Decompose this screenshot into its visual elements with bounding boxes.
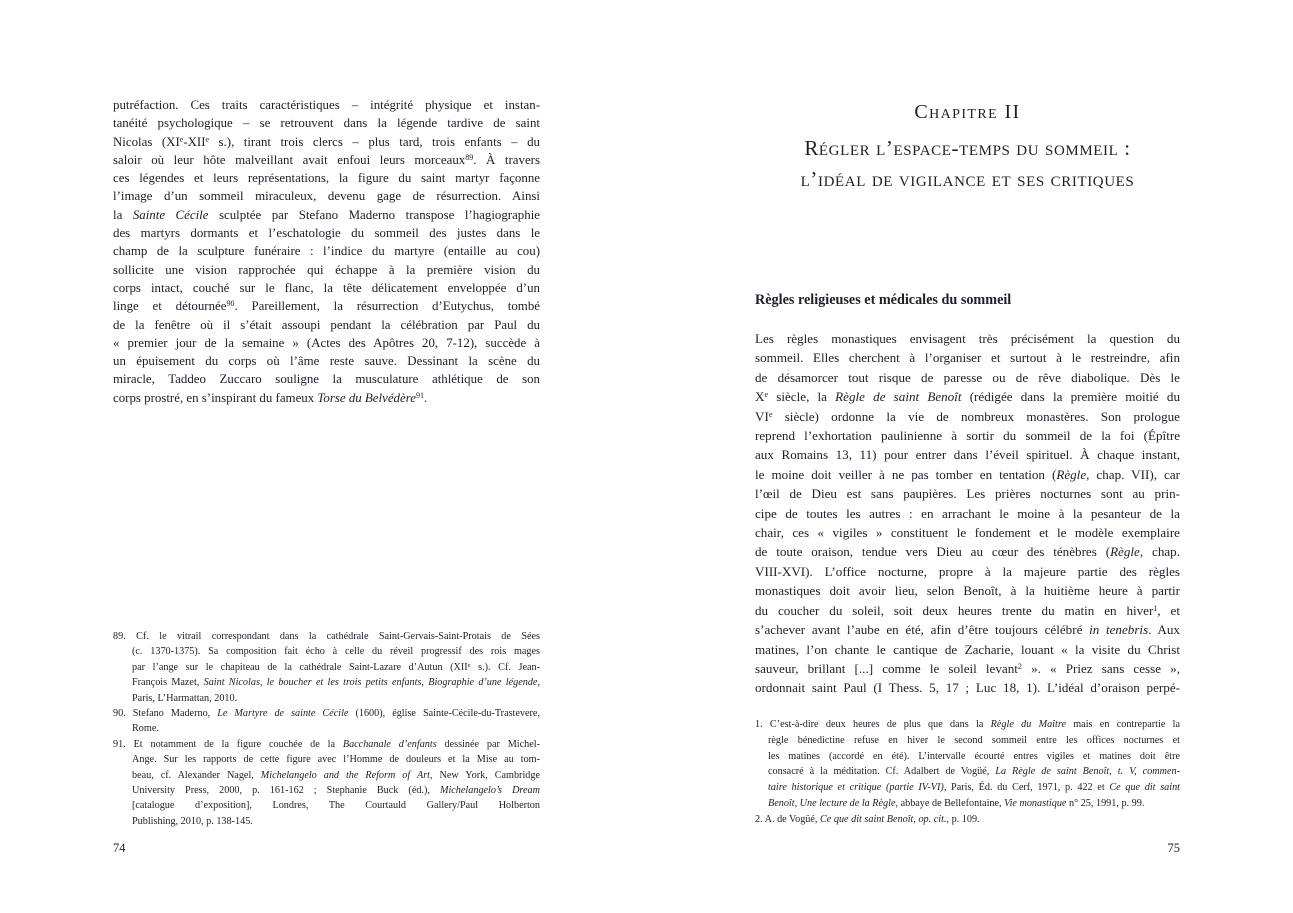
text-line	[113, 370, 540, 388]
text-line	[755, 764, 1180, 780]
italic-run: Michelangelo’s Dream	[439, 785, 540, 797]
text-line	[755, 796, 1180, 812]
text-line	[755, 329, 1180, 348]
text-run: de désamorcer tout risque de paresse ou de rêve diabolique. Dès le	[755, 369, 1180, 385]
text-line	[755, 717, 1180, 733]
text-line	[755, 407, 1180, 426]
text-run: siècle, la	[768, 389, 836, 405]
text-run: François Mazet,	[132, 677, 204, 689]
text-line	[113, 352, 540, 370]
text-run: sommeil. Elles cherchent à l’organiser et surtout à le restreindre, afin	[755, 350, 1180, 366]
text-run: reprend l’exhortation paulinienne à sortir du sommeil de la foi (Épître	[755, 428, 1180, 444]
italic-run: Michelangelo and the Reform of Art	[260, 769, 430, 781]
chapter-title	[755, 133, 1180, 194]
page-left	[113, 0, 540, 913]
text-run: Publishing, 2010, p. 138-145.	[132, 815, 253, 827]
footnote-89	[113, 629, 540, 706]
italic-run: Benoît, Une lecture de la Règle	[768, 797, 896, 809]
text-run: 90. Stefano Maderno,	[113, 708, 218, 720]
text-run: la	[113, 207, 133, 222]
text-run: 91. Et notamment de la figure couchée de la	[113, 738, 343, 750]
text-line	[113, 691, 540, 706]
text-line	[113, 629, 540, 644]
text-run: .	[423, 390, 428, 405]
text-run: miracle, Taddeo Zuccaro souligne la musculature athlétique de son	[113, 372, 540, 387]
text-run: VI	[755, 408, 769, 424]
text-line	[113, 151, 540, 169]
text-line	[755, 348, 1180, 367]
text-run: s.), tirant trois clercs – plus tard, trois enfants – du	[209, 134, 540, 149]
text-run: . Pareillement, la résurrection d’Eutychus, tombé	[234, 299, 540, 314]
italic-run: Sainte Cécile	[132, 207, 209, 222]
superscript-run: 90	[226, 299, 235, 309]
footnote-90	[113, 706, 540, 737]
text-line	[113, 133, 540, 151]
italic-run: Règle	[1110, 544, 1140, 560]
text-line	[113, 814, 540, 829]
text-run: du coucher du soleil, soit deux heures trente du matin en hiver	[755, 602, 1154, 618]
text-run: . À travers	[473, 152, 540, 167]
text-run: Les règles monastiques envisagent très précisément la question du	[755, 331, 1180, 346]
superscript-run: 89	[465, 152, 474, 162]
text-line	[113, 675, 540, 690]
text-line	[113, 316, 540, 334]
superscript-run: 2	[1017, 661, 1022, 671]
text-run: ordonnait saint Paul (I Thess. 5, 17 ; Luc 18, 1). L’idéal d’oraison perpé-	[755, 680, 1180, 696]
text-line	[755, 523, 1180, 542]
body-text-right	[755, 329, 1180, 698]
text-line	[113, 261, 540, 279]
text-line	[755, 387, 1180, 406]
italic-run: in tenebris	[1089, 622, 1149, 638]
superscript-run: e	[467, 661, 471, 669]
text-line	[755, 542, 1180, 561]
italic-run: Le Martyre de sainte Cécile	[217, 708, 349, 720]
text-run: tanéité psychologique – se retrouvent dans la légende tardive de saint	[113, 116, 540, 131]
text-run: sauveur, brillant [...] comme le soleil levant	[755, 660, 1018, 676]
text-run: monastiques doit avoir lieu, selon Benoît, à la huitième heure à partir	[755, 583, 1180, 599]
superscript-run: e	[205, 134, 210, 144]
superscript-run: e	[768, 409, 773, 419]
text-run: par l’ange sur le chapiteau de la cathédrale Saint-Lazare d’Autun (XII	[132, 661, 468, 673]
text-line	[755, 562, 1180, 581]
page-number-right: 75	[1167, 841, 1180, 855]
text-run: le moine doit veiller à ne pas tomber en tentation (	[755, 466, 1057, 482]
text-line	[755, 581, 1180, 600]
text-run: « premier jour de la semaine » (Actes des Apôtres 20, 7-12), succède à	[113, 335, 540, 350]
text-line	[755, 445, 1180, 464]
text-run: . Aux	[1148, 622, 1180, 638]
text-run: Nicolas (XI	[113, 134, 180, 149]
text-run: consacré à la méditation. Cf. Adalbert de Vogüé,	[768, 766, 996, 778]
text-run: Paris, L’Harmattan, 2010.	[132, 692, 238, 704]
text-run: linge et détournée	[113, 299, 227, 314]
italic-run: Saint Nicolas, le boucher et les trois petits enfants, Biographie d’une légende	[203, 677, 538, 689]
text-run: VIII-XVI). L’office nocturne, propre à la majeure partie des règles	[755, 563, 1180, 579]
text-run: l’image d’un sommeil miraculeux, devenu gage de résurrection. Ainsi	[113, 189, 540, 204]
text-line	[113, 114, 540, 132]
text-run: , Paris, Éd. du Cerf, 1971, p. 422 et	[943, 782, 1110, 794]
text-line	[113, 752, 540, 767]
superscript-run: e	[179, 134, 184, 144]
text-line	[113, 279, 540, 297]
text-line	[113, 660, 540, 675]
text-run: saloir où leur hôte malveillant avait enfoui leurs morceaux	[113, 152, 466, 167]
text-run: champ de la sculpture funéraire : l’indice du martyre (entaille au cou)	[113, 244, 540, 259]
chapter-label: Chapitre II	[914, 101, 1021, 123]
footnote-2	[755, 812, 1180, 828]
text-line	[755, 780, 1180, 796]
page-number-left: 74	[113, 841, 126, 855]
text-line	[113, 768, 540, 783]
text-line	[113, 706, 540, 721]
text-run: n° 25, 1991, p. 99.	[1066, 797, 1145, 809]
text-run: corps intact, couché sur le flanc, la tête délicatement enveloppée d’un	[113, 280, 540, 295]
text-line	[113, 187, 540, 205]
italic-run: Bacchanale d’enfants	[342, 738, 437, 750]
text-run: sollicite une vision rapprochée qui échappe à la première vision du	[113, 262, 540, 277]
text-run: règle bénedictine refuse en hiver le second sommeil entre les offices nocturnes et	[768, 734, 1180, 746]
italic-run: La Règle de saint Benoît, t. V, commen-	[995, 766, 1180, 778]
superscript-run: 91	[415, 390, 424, 400]
footnotes-right	[755, 717, 1180, 828]
text-run: University Press, 2000, p. 161-162 ; Stephanie Buck (éd.),	[132, 785, 440, 797]
chapter-title-line-1: Régler l’espace-temps du sommeil :	[804, 136, 1131, 160]
text-run: les matines (accordé en été). L’intervalle écourté entres vigiles et matines doit être	[768, 750, 1180, 762]
text-run: mais en contrepartie la	[1065, 719, 1180, 730]
text-run: de la fenêtre où il s’était assoupi pendant la célébration par Paul du	[113, 317, 540, 332]
text-run: Rome.	[132, 723, 159, 735]
text-run: corps prostré, en s’inspirant du fameux	[113, 390, 318, 405]
text-run: (1600), église Sainte-Cécile-du-Trastevere,	[348, 708, 540, 720]
text-line	[755, 812, 1180, 828]
italic-run: Ce que dit saint Benoît, op. cit.	[820, 813, 947, 825]
text-run: beau, cf. Alexander Nagel,	[132, 769, 261, 781]
page-right	[755, 0, 1180, 913]
text-run: siècle) ordonne la vie de nombreux monastères. Son prologue	[772, 408, 1180, 424]
text-line	[113, 169, 540, 187]
footnote-1	[755, 717, 1180, 812]
text-run: dessinée par Michel-	[436, 738, 540, 750]
text-run: , chap.	[1139, 544, 1180, 560]
text-run: , p. 109.	[946, 813, 980, 825]
italic-run: Vie monastique	[1004, 797, 1067, 809]
text-run: putréfaction. Ces traits caractéristiques – intégrité physique et instan-	[113, 98, 540, 112]
italic-run: Ce que dit saint	[1109, 782, 1181, 794]
text-line	[755, 640, 1180, 659]
text-line	[113, 721, 540, 736]
text-run: , New York, Cambridge	[430, 769, 540, 781]
text-run: ,	[537, 677, 540, 689]
text-line	[755, 678, 1180, 697]
text-run: (rédigée dans la première moitié du	[961, 389, 1180, 405]
text-run: ces légendes et leurs représentations, la figure du saint martyr façonne	[113, 171, 540, 186]
text-run: l’œil de Dieu est sans paupières. Les prières nocturnes sont au prin-	[755, 486, 1180, 502]
text-run: s’achever avant l’aube en été, afin d’être toujours célébré	[755, 622, 1090, 638]
text-line	[113, 206, 540, 224]
text-line	[755, 733, 1180, 749]
text-line	[113, 96, 540, 114]
text-line	[113, 737, 540, 752]
body-text-left	[113, 96, 540, 407]
text-run: de toute oraison, tendue vers Dieu au cœur des ténèbres (	[755, 544, 1111, 560]
text-line	[755, 368, 1180, 387]
text-run: , abbaye de Bellefontaine,	[895, 797, 1005, 809]
text-run: (c. 1370-1375). Sa composition fait écho à celle du réveil progressif des rois mages	[132, 646, 540, 658]
text-run: s.). Cf. Jean-	[470, 661, 540, 673]
text-line	[755, 504, 1180, 523]
text-run: Ange. Sur les rapports de cette figure avec l’Homme de douleurs et la Mise au tom-	[132, 754, 540, 766]
text-line	[755, 601, 1180, 620]
text-run: [catalogue d’exposition], Londres, The Courtauld Gallery/Paul Holberton	[132, 800, 540, 812]
footnote-91	[113, 737, 540, 829]
footnotes-left	[113, 629, 540, 829]
text-run: 2. A. de Vogüé,	[755, 813, 820, 825]
italic-run: taire historique et critique (partie IV-VI)	[768, 782, 944, 794]
text-line	[113, 334, 540, 352]
text-run: , et	[1157, 602, 1180, 618]
text-run: sculptée par Stefano Maderno transpose l’hagiographie	[208, 207, 540, 222]
text-run: des martyrs dormants et l’eschatologie du sommeil des justes dans le	[113, 226, 540, 241]
text-run: aux Romains 13, 11) pour entrer dans l’éveil spirituel. À chaque instant,	[755, 447, 1180, 463]
italic-run: Torse du Belvédère	[317, 390, 416, 405]
text-line	[113, 644, 540, 659]
text-line	[755, 749, 1180, 765]
text-line	[755, 426, 1180, 445]
text-line	[755, 465, 1180, 484]
text-line	[113, 242, 540, 260]
text-run: 89. Cf. le vitrail correspondant dans la cathédrale Saint-Gervais-Saint-Protais de Sées	[113, 631, 540, 642]
text-run: ». « Priez sans cesse »,	[1021, 660, 1180, 676]
italic-run: Règle de saint Benoît	[835, 389, 962, 405]
text-line	[755, 620, 1180, 639]
text-run: , chap. VII), car	[1086, 466, 1180, 482]
text-line	[755, 659, 1180, 678]
italic-run: Règle	[1056, 466, 1087, 482]
text-line	[113, 389, 540, 407]
text-line	[113, 224, 540, 242]
text-run: X	[755, 389, 765, 405]
text-run: cipe de toutes les autres : en arrachant le moine à la pesanteur de la	[755, 505, 1180, 521]
text-line	[113, 297, 540, 315]
text-run: 1. C’est-à-dire deux heures de plus que dans la	[755, 719, 991, 730]
text-line	[755, 484, 1180, 503]
text-run: un épuisement du corps où l’âme reste sauve. Dessinant la scène du	[113, 354, 540, 369]
text-line	[113, 783, 540, 798]
text-run: chair, ces « vigiles » constituent le fondement et le modèle exemplaire	[755, 525, 1180, 541]
section-heading: Règles religieuses et médicales du sommeil	[755, 292, 1012, 308]
text-line	[113, 798, 540, 813]
superscript-run: e	[764, 390, 769, 400]
chapter-title-line-2: l’idéal de vigilance et ses critiques	[800, 166, 1135, 191]
text-run: matines, l’on chante le cantique de Zacharie, louant « la visite du Christ	[755, 641, 1180, 657]
superscript-run: 1	[1153, 603, 1158, 613]
text-run: -XII	[183, 134, 206, 149]
italic-run: Règle du Maître	[990, 719, 1066, 730]
